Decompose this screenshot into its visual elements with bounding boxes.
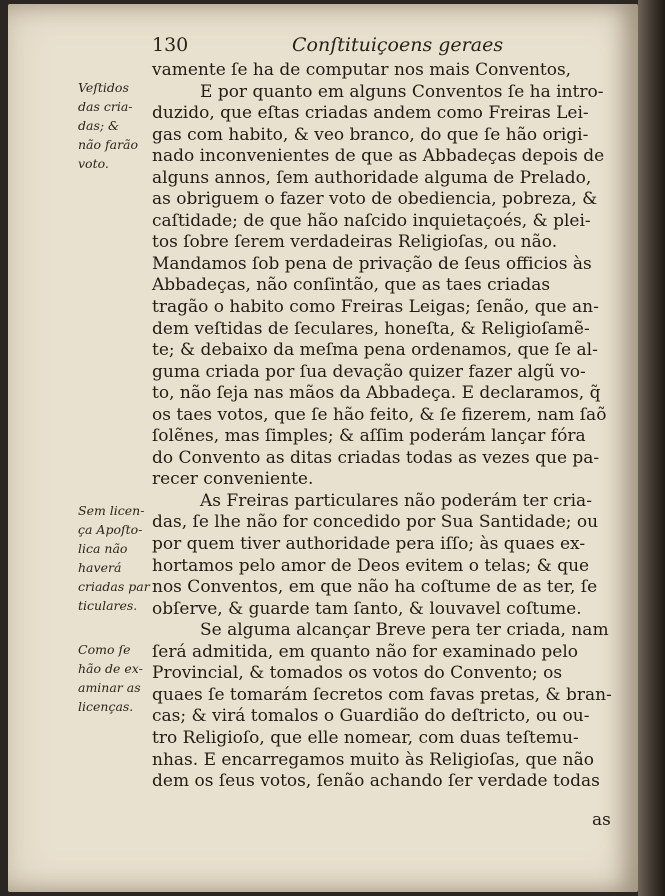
text-line: ſolẽnes, mas ſimples; & aſſim poderám lançar fóra [152,426,586,447]
text-line: Se alguma alcançar Breve pera ter criada, nam [200,620,609,641]
text-line: nos Conventos, em que não ha coſtume de as ter, ſe [152,577,598,598]
marginal-note-vestidos [78,78,152,173]
page-header [152,34,622,62]
text-line: guma criada por ſua devação quizer fazer algũ vo- [152,361,586,382]
marginal-note-line: haverá [78,560,122,575]
running-title: Conſtituiçoens geraes [292,34,504,56]
text-line: recer conveniente. [152,469,314,490]
marginal-note-line: aminar as [78,680,141,695]
marginal-note-line: Sem licen- [78,503,145,518]
text-line: tro Religioſo, que elle nomear, com duas teſtemu- [152,727,579,748]
text-line: cas; & virá tomalos o Guardião do deſtricto, ou ou- [152,706,590,727]
marginal-note-sem-licenca [78,501,152,615]
text-line: quaes ſe tomarám ſecretos com favas pretas, & bran- [152,684,612,705]
text-line: das, ſe lhe não for concedido por Sua Santidade; ou [152,512,599,533]
text-line: alguns annos, ſem authoridade alguma de Prelado, [152,167,592,188]
text-line: Mandamos ſob pena de privação de ſeus officios às [152,253,592,274]
text-line: nhas. E encarregamos muito às Religioſas, que não [152,749,594,770]
text-line: ſerá admitida, em quanto não for examinado pelo [152,641,578,662]
text-line: E por quanto em alguns Conventos ſe ha intro- [200,81,604,102]
marginal-note-line: voto. [78,156,109,171]
text-line: por quem tiver authoridade pera iſſo; às quaes ex- [152,534,586,555]
text-line: dem veſtidas de ſeculares, honeſta, & Religioſamẽ- [152,318,590,339]
folio-number: 130 [152,34,189,56]
text-line: do Convento as ditas criadas todas as vezes que pa- [152,447,600,468]
text-line: gas com habito, & veo branco, do que ſe hão origi- [152,124,589,145]
text-line: duzido, que eſtas criadas andem como Freiras Lei- [152,103,589,124]
text-line: te; & debaixo da meſma pena ordenamos, que ſe al- [152,340,598,361]
marginal-note-line: Como ſe [78,642,131,657]
marginal-note-line: das cria- [78,99,133,114]
text-line: dem os ſeus votos, ſenão achando ſer verdade todas [152,771,600,792]
text-line: to, não ſeja nas mãos da Abbadeça. E declaramos, q̃ [152,383,601,404]
book-gutter [638,0,665,896]
text-line: tragão o habito como Freiras Leigas; ſenão, que an- [152,297,599,318]
marginal-note-line: Veſtidos [78,80,129,95]
text-line: obſerve, & guarde tam ſanto, & louvavel coſtume. [152,598,582,619]
marginal-note-line: não farão [78,137,139,152]
main-text [152,60,612,793]
catchword: as [592,810,611,830]
text-line: os taes votos, que ſe hão feito, & ſe fizerem, nam ſaõ [152,404,607,425]
text-line: Provincial, & tomados os votos do Convento; os [152,663,563,684]
marginal-note-como-se [78,640,152,716]
text-line: nado inconvenientes de que as Abbadeças depois de [152,146,605,167]
book-page [8,4,638,892]
marginal-note-line: hão de ex- [78,661,143,676]
marginal-note-line: criadas par [78,579,150,594]
text-line: tos ſobre ſerem verdadeiras Religioſas, ou não. [152,232,558,253]
text-line: hortamos pelo amor de Deos evitem o telas; & que [152,555,590,576]
marginal-note-line: das; & [78,118,120,133]
marginal-note-line: licenças. [78,699,134,714]
text-line: caſtidade; de que hão naſcido inquietaçoés, & plei- [152,210,591,231]
text-line: as obriguem o fazer voto de obediencia, pobreza, & [152,189,598,210]
text-line: Abbadeças, não conſintão, que as taes criadas [152,275,551,296]
text-line: As Freiras particulares não poderám ter cria- [200,490,592,511]
marginal-note-line: ticulares. [78,598,138,613]
marginal-note-line: ça Apoſto- [78,522,143,537]
text-line: vamente ſe ha de computar nos mais Conventos, [152,60,572,80]
marginal-note-line: lica não [78,541,128,556]
